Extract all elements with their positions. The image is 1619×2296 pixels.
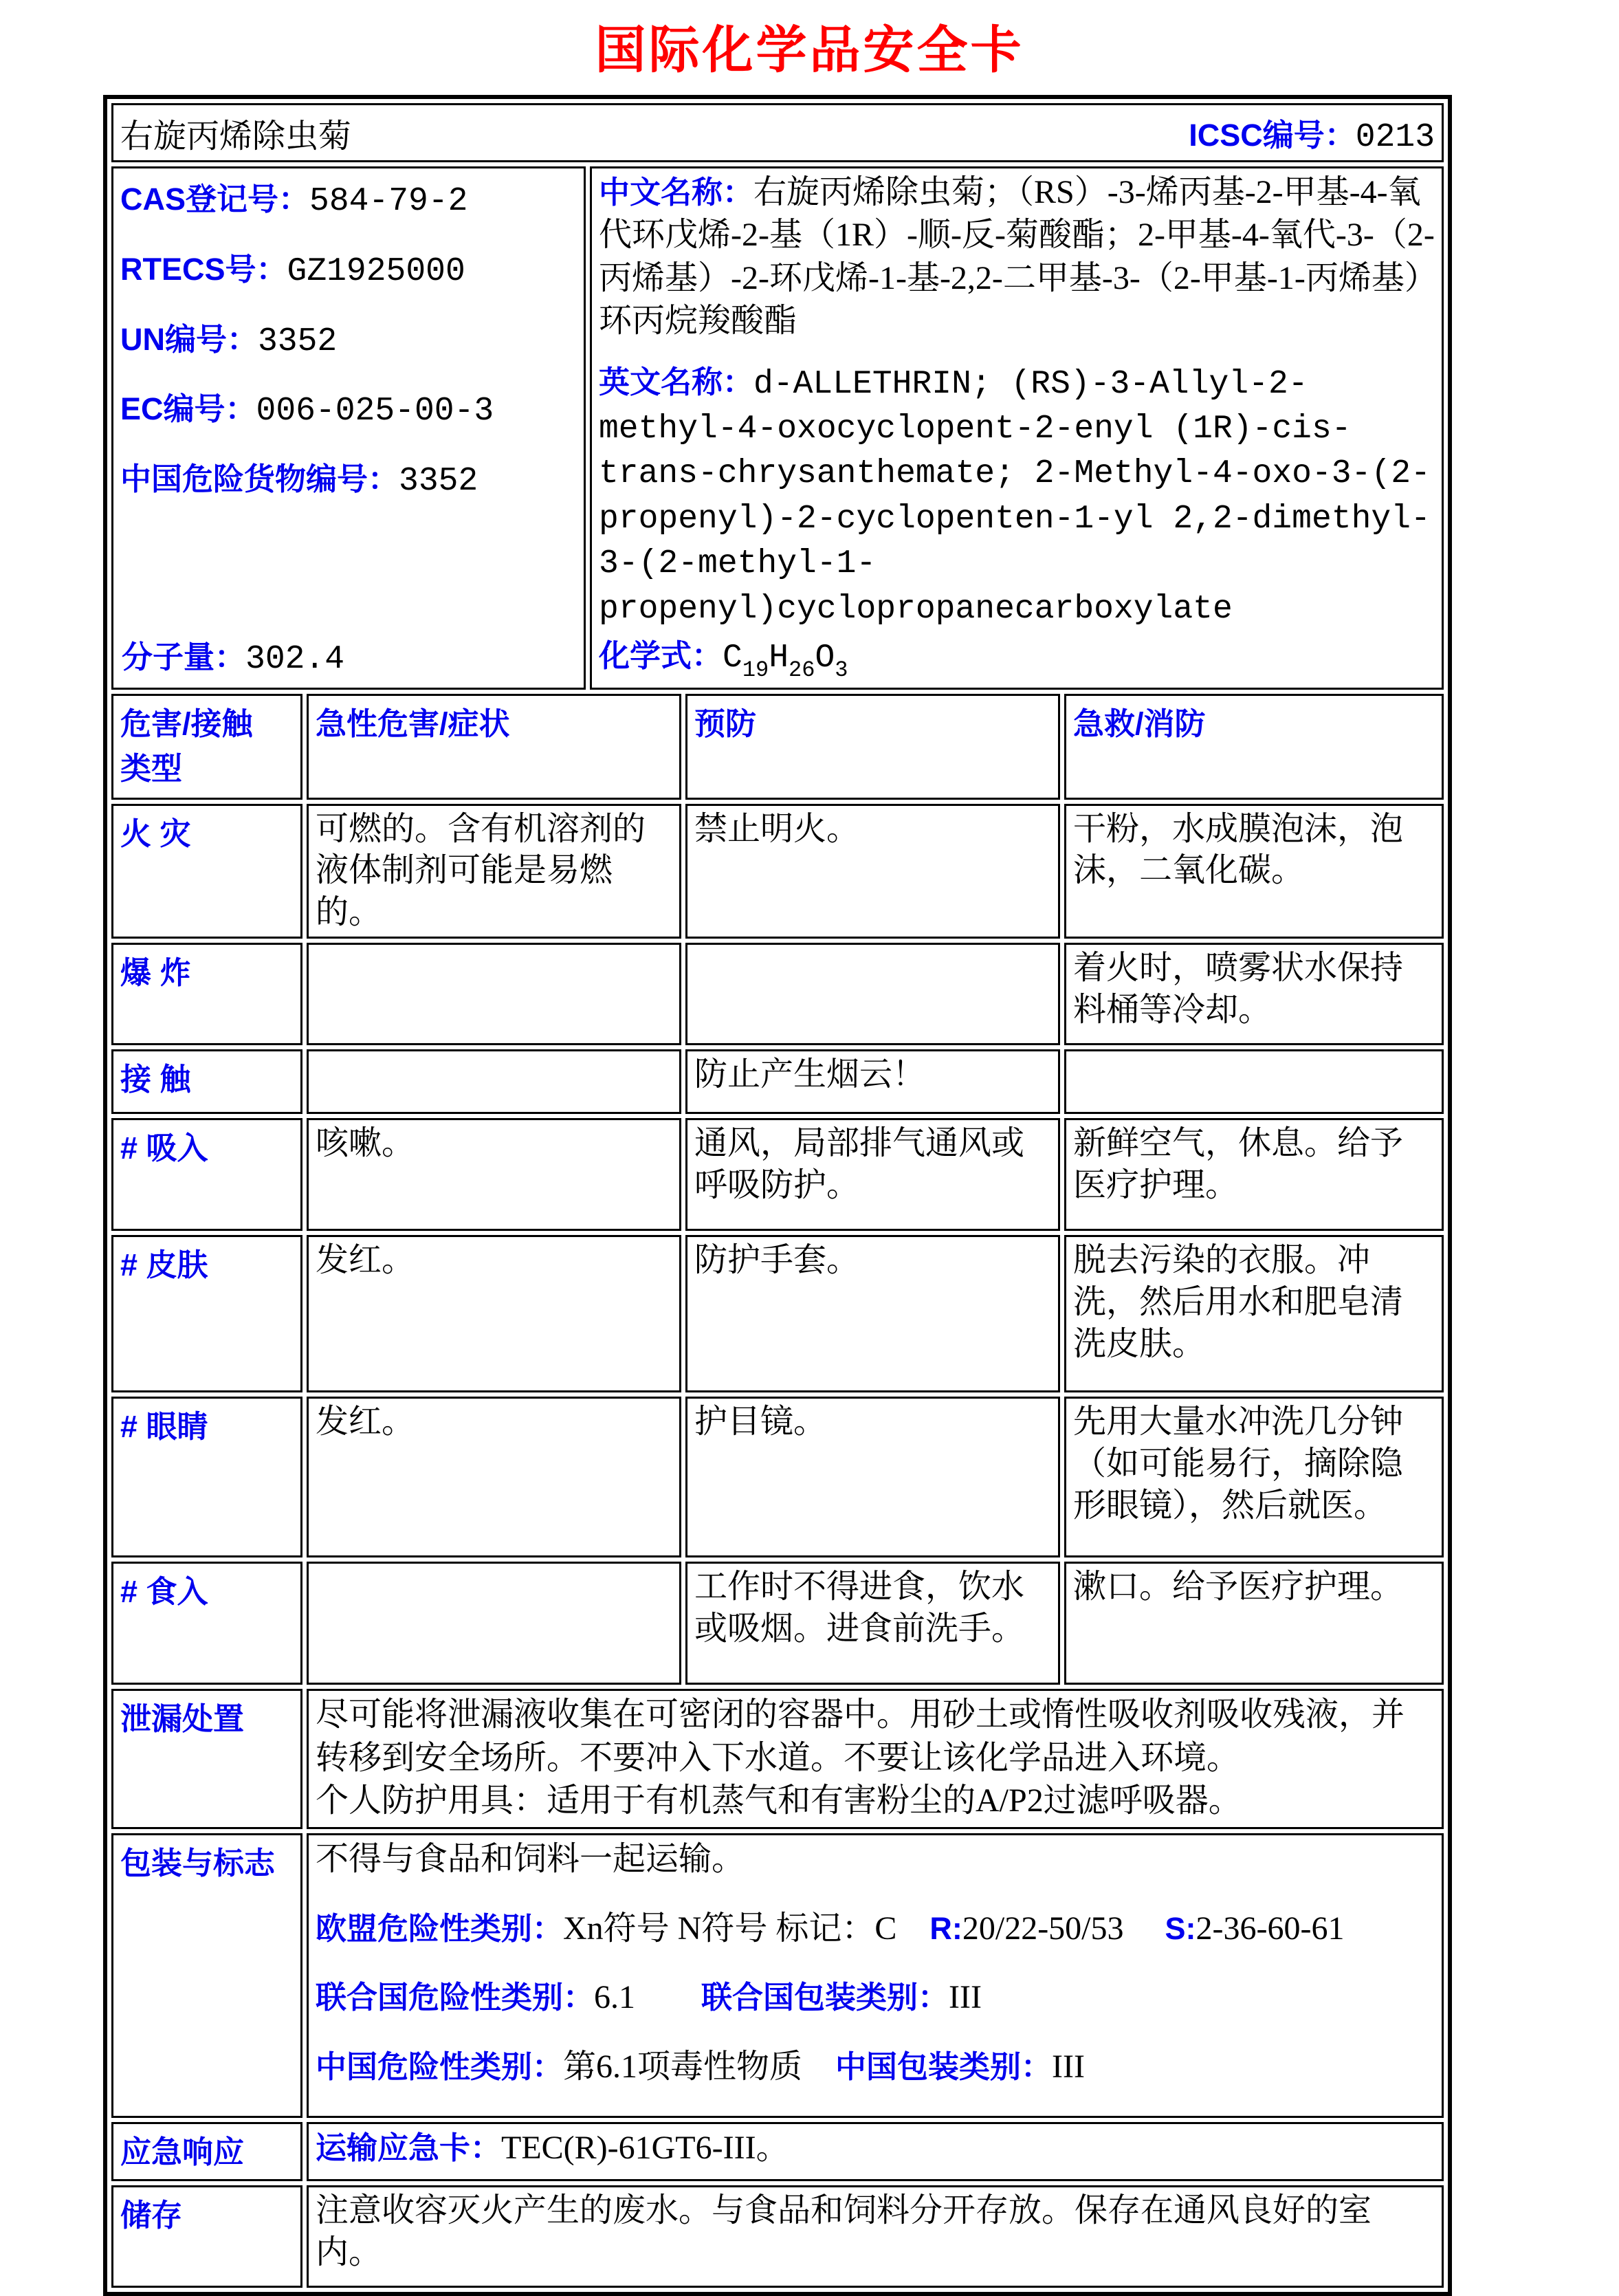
hazard-row-explosion	[111, 943, 1444, 1045]
bottom-sections-table	[107, 1685, 1448, 2292]
ingestion-prevention: 工作时不得进食，饮水或吸烟。进食前洗手。	[685, 1562, 1060, 1685]
icsc-label: ICSC编号：	[1189, 117, 1356, 153]
safety-card	[103, 95, 1452, 2296]
eyes-symptoms: 发红。	[307, 1397, 681, 1557]
exposure-prevention: 防止产生烟云！	[685, 1049, 1060, 1114]
type-fire: 火 灾	[111, 804, 302, 939]
skin-prevention: 防护手套。	[685, 1235, 1060, 1392]
identity-table	[107, 162, 1448, 694]
type-exposure: 接 触	[111, 1049, 302, 1114]
fire-symptoms: 可燃的。含有机溶剂的液体制剂可能是易燃的。	[307, 804, 681, 939]
icsc-number: 0213	[1355, 118, 1435, 156]
molecular-weight: 分子量：302.4	[122, 639, 345, 678]
skin-symptoms: 发红。	[307, 1235, 681, 1392]
emergency-row	[111, 2122, 1444, 2181]
hazard-row-inhalation	[111, 1118, 1444, 1231]
packaging-content: 不得与食品和饲料一起运输。 欧盟危险性类别：Xn符号 N符号 标记：C R:20/22-50/53 S:2-36-60-61 联合国危险性类别：6.1 联合国包装类别：III 中国危险性类别：第6.1项毒性物质 中国包装类别：III	[307, 1833, 1444, 2118]
names-cell	[590, 166, 1444, 690]
header-table	[107, 99, 1448, 166]
spill-row	[111, 1689, 1444, 1829]
inhalation-prevention: 通风，局部排气通风或呼吸防护。	[685, 1118, 1060, 1231]
identifiers-cell	[111, 166, 586, 690]
storage-row	[111, 2185, 1444, 2288]
id-cn-dangerous-goods: 中国危险货物编号：3352	[120, 461, 478, 500]
eyes-response: 先用大量水冲洗几分钟（如可能易行，摘除隐形眼镜），然后就医。	[1064, 1397, 1444, 1557]
type-explosion: 爆 炸	[111, 943, 302, 1045]
id-ec: EC编号：006-025-00-3	[120, 391, 494, 430]
inhalation-response: 新鲜空气，休息。给予医疗护理。	[1064, 1118, 1444, 1231]
header-hazard-type: 危害/接触 类型	[111, 694, 302, 800]
skin-response: 脱去污染的衣服。冲洗，然后用水和肥皂清洗皮肤。	[1064, 1235, 1444, 1392]
hazard-row-fire	[111, 804, 1444, 939]
chinese-name-paragraph: 中文名称：右旋丙烯除虫菊；（RS）-3-烯丙基-2-甲基-4-氧代环戊烯-2-基（1R）-顺-反-菊酸酯；2-甲基-4-氧代-3-（2-丙烯基）-2-环戊烯-1-基-2,2-二甲基-3-（2-甲基-1-丙烯基）环丙烷羧酸酯	[599, 174, 1435, 340]
ingestion-response: 漱口。给予医疗护理。	[1064, 1562, 1444, 1685]
page-title: 国际化学品安全卡	[595, 21, 1024, 78]
emergency-label: 应急响应	[111, 2122, 302, 2181]
emergency-content: 运输应急卡：TEC(R)-61GT6-III。	[307, 2122, 1444, 2181]
hazard-row-skin	[111, 1235, 1444, 1392]
id-rtecs: RTECS号：GZ1925000	[120, 251, 465, 290]
fire-response: 干粉，水成膜泡沫，泡沫，二氧化碳。	[1064, 804, 1444, 939]
packaging-label: 包装与标志	[111, 1833, 302, 2118]
header-prevention: 预防	[685, 694, 1060, 800]
name-row	[111, 103, 1444, 162]
header-first-aid: 急救/消防	[1064, 694, 1444, 800]
storage-content: 注意收容灭火产生的废水。与食品和饲料分开存放。保存在通风良好的室内。	[307, 2185, 1444, 2288]
hazard-table	[107, 690, 1448, 1690]
storage-label: 储存	[111, 2185, 302, 2288]
hazard-row-ingestion	[111, 1562, 1444, 1685]
chemical-name: 右旋丙烯除虫菊	[120, 118, 352, 155]
fire-prevention: 禁止明火。	[685, 804, 1060, 939]
explosion-symptoms	[307, 943, 681, 1045]
hazard-header-row	[111, 694, 1444, 800]
exposure-symptoms	[307, 1049, 681, 1114]
packaging-row	[111, 1833, 1444, 2118]
inhalation-symptoms: 咳嗽。	[307, 1118, 681, 1231]
id-cas: CAS登记号：584-79-2	[120, 182, 468, 220]
type-ingestion: # 食入	[111, 1562, 302, 1685]
name-cell	[111, 103, 1444, 162]
type-inhalation: # 吸入	[111, 1118, 302, 1231]
type-skin: # 皮肤	[111, 1235, 302, 1392]
hazard-row-exposure	[111, 1049, 1444, 1114]
ingestion-symptoms	[307, 1562, 681, 1685]
chemical-formula: 化学式：$C_{19}H_{26}O_3$	[599, 637, 848, 683]
spill-label: 泄漏处置	[111, 1689, 302, 1829]
english-name-paragraph: 英文名称：d-ALLETHRIN; (RS)-3-Allyl-2-methyl-4-oxocyclopent-2-enyl (1R)-cis-trans-chrysanthemate; 2-Methyl-4-oxo-3-(2-propenyl)-2-cyclopenten-1-yl 2,2-dimethyl-3-(2-methyl-1-propenyl)cyclopropanecarboxylate	[599, 364, 1431, 628]
header-acute-symptoms: 急性危害/症状	[307, 694, 681, 800]
hazard-row-eyes	[111, 1397, 1444, 1557]
explosion-response: 着火时，喷雾状水保持料桶等冷却。	[1064, 943, 1444, 1045]
type-eyes: # 眼睛	[111, 1397, 302, 1557]
explosion-prevention	[685, 943, 1060, 1045]
exposure-response	[1064, 1049, 1444, 1114]
spill-content: 尽可能将泄漏液收集在可密闭的容器中。用砂土或惰性吸收剂吸收残液，并转移到安全场所。不要冲入下水道。不要让该化学品进入环境。 个人防护用具：适用于有机蒸气和有害粉尘的A/P2过滤呼吸器。	[307, 1689, 1444, 1829]
identity-row	[111, 166, 1444, 690]
id-un: UN编号：3352	[120, 321, 338, 360]
eyes-prevention: 护目镜。	[685, 1397, 1060, 1557]
